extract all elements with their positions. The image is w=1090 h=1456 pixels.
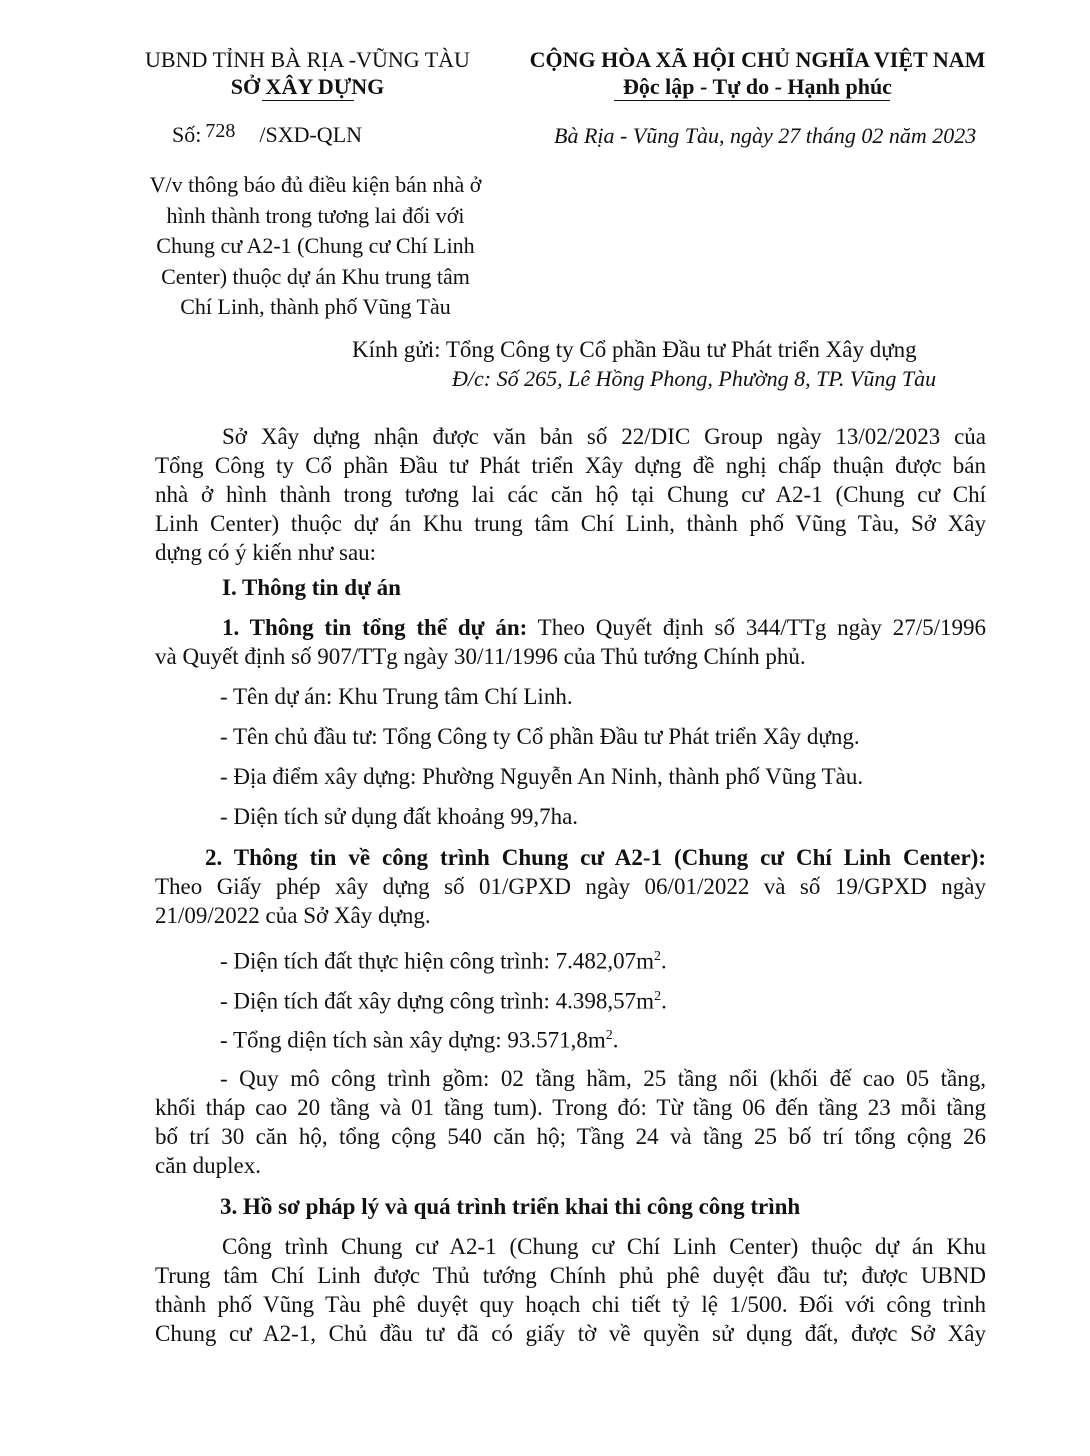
item1-paragraph	[155, 613, 986, 671]
area-construction-land	[220, 942, 667, 976]
issuing-department: SỞ XÂY DỰNG	[230, 74, 385, 99]
subject-line: hình thành trong tương lai đối với	[166, 202, 465, 228]
number-value: 728	[205, 120, 236, 142]
superscript: 2	[654, 949, 662, 964]
scale-paragraph	[155, 1064, 986, 1180]
item1-line: và Quyết định số 907/TTg ngày 30/11/1996 của Thủ tướng Chính phủ.	[155, 644, 806, 669]
department-underline	[262, 100, 354, 101]
bullet-investor: - Tên chủ đầu tư: Tổng Công ty Cổ phần Đầu tư Phát triển Xây dựng.	[220, 724, 860, 749]
item2-paragraph	[155, 843, 986, 930]
item1-title: 1. Thông tin tổng thể dự án:	[222, 615, 528, 640]
document-date: Bà Rịa - Vũng Tàu, ngày 27 tháng 02 năm 2023	[554, 123, 977, 148]
superscript: 2	[605, 1028, 613, 1043]
intro-line: dựng có ý kiến như sau:	[155, 540, 377, 565]
scale-line: căn duplex.	[155, 1153, 262, 1178]
subject-line: Chung cư A2-1 (Chung cư Chí Linh	[156, 233, 475, 258]
item3-line: thành phố Vũng Tàu phê duyệt quy hoạch chi tiết tỷ lệ 1/500. Đối với công trình	[155, 1292, 986, 1317]
number-suffix: /SXD-QLN	[259, 122, 363, 147]
recipient-line: Kính gửi: Tổng Công ty Cổ phần Đầu tư Phát triển Xây dựng	[352, 337, 917, 362]
item1-line	[155, 613, 986, 642]
subject-line: Chí Linh, thành phố Vũng Tàu	[180, 294, 451, 319]
item3-line: Công trình Chung cư A2-1 (Chung cư Chí Linh Center) thuộc dự án Khu	[222, 1234, 986, 1259]
period: .	[661, 988, 667, 1014]
area-building-land	[220, 982, 667, 1016]
period: .	[612, 1027, 619, 1053]
scale-line: - Quy mô công trình gồm: 02 tầng hầm, 25 tầng nổi (khối đế cao 05 tầng,	[220, 1066, 986, 1091]
item3-paragraph	[155, 1232, 986, 1348]
intro-line: nhà ở hình thành trong tương lai các căn hộ tại Chung cư A2-1 (Chung cư Chí	[155, 482, 986, 507]
superscript: 2	[654, 989, 662, 1004]
item2-line: Theo Giấy phép xây dựng số 01/GPXD ngày 06/01/2022 và số 19/GPXD ngày	[155, 874, 986, 899]
period: .	[661, 948, 667, 974]
item3-title: 3. Hồ sơ pháp lý và quá trình triển khai thi công công trình	[220, 1194, 801, 1219]
item1-rest: Theo Quyết định số 344/TTg ngày 27/5/1996	[527, 615, 986, 640]
item3-line: Chung cư A2-1, Chủ đầu tư đã có giấy tờ về quyền sử dụng đất, được Sở Xây	[155, 1321, 986, 1346]
item2-line: 21/09/2022 của Sở Xây dựng.	[155, 903, 431, 928]
subject-line: V/v thông báo đủ điều kiện bán nhà ở	[149, 172, 482, 197]
bullet-land-area: - Diện tích sử dụng đất khoảng 99,7ha.	[220, 804, 579, 829]
area-text: - Tổng diện tích sàn xây dựng: 93.571,8m	[220, 1027, 606, 1053]
intro-line: Tổng Công ty Cổ phần Đầu tư Phát triển Xây dựng đề nghị chấp thuận được bán	[155, 453, 986, 478]
item2-title: 2. Thông tin về công trình Chung cư A2-1 (Chung cư Chí Linh Center):	[205, 845, 986, 870]
motto-underline	[614, 100, 890, 101]
area-text: - Diện tích đất xây dựng công trình: 4.398,57m	[220, 988, 655, 1014]
bullet-project-name: - Tên dự án: Khu Trung tâm Chí Linh.	[220, 684, 573, 709]
area-floor-total	[220, 1021, 619, 1055]
intro-paragraph	[155, 422, 986, 567]
number-label: Số:	[172, 122, 202, 147]
subject-line: Center) thuộc dự án Khu trung tâm	[161, 263, 470, 289]
bullet-location: - Địa điểm xây dựng: Phường Nguyễn An Ninh, thành phố Vũng Tàu.	[220, 764, 864, 789]
item3-line: Trung tâm Chí Linh được Thủ tướng Chính phủ phê duyệt đầu tư; được UBND	[155, 1263, 986, 1288]
intro-line: Sở Xây dựng nhận được văn bản số 22/DIC Group ngày 13/02/2023 của	[222, 424, 986, 449]
recipient-address: Đ/c: Số 265, Lê Hồng Phong, Phường 8, TP. Vũng Tàu	[452, 366, 937, 391]
area-text: - Diện tích đất thực hiện công trình: 7.482,07m	[220, 948, 655, 974]
scale-line: bố trí 30 căn hộ, tổng cộng 540 căn hộ; Tầng 24 và tầng 25 bố trí tổng cộng 26	[155, 1124, 986, 1149]
issuing-authority: UBND TỈNH BÀ RỊA -VŨNG TÀU	[145, 47, 470, 72]
intro-line: Linh Center) thuộc dự án Khu trung tâm Chí Linh, thành phố Vũng Tàu, Sở Xây	[155, 511, 986, 536]
scale-line: khối tháp cao 20 tầng và 01 tầng tum). Trong đó: Từ tầng 06 đến tầng 23 mỗi tầng	[155, 1095, 986, 1120]
document-number	[172, 120, 362, 151]
national-title: CỘNG HÒA XÃ HỘI CHỦ NGHĨA VIỆT NAM	[529, 47, 986, 72]
subject-block	[118, 170, 513, 323]
national-motto: Độc lập - Tự do - Hạnh phúc	[623, 74, 892, 99]
section-heading: I. Thông tin dự án	[222, 575, 401, 600]
